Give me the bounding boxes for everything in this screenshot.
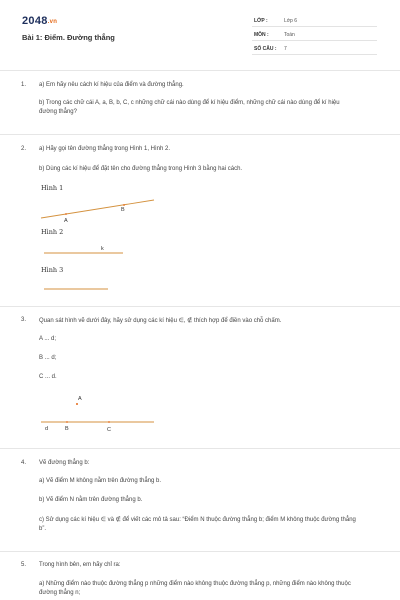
question-number: 3. <box>21 317 27 323</box>
question-4-text: Vẽ đường thẳng b: <box>39 460 90 466</box>
meta-count-label: SỐ CÂU : <box>254 46 277 52</box>
question-1-part-b: b) Trong các chữ cái A, a, B, b, C, c những chữ cái nào dùng để kí hiệu điểm, những chữ cái nào dùng để kí hiệu đường thẳng? <box>39 100 340 115</box>
meta-subject-value: Toán <box>284 32 295 38</box>
question-number: 1. <box>21 82 27 88</box>
figure-1-label: Hình 1 <box>41 184 64 192</box>
question-number: 4. <box>21 460 27 466</box>
meta-class-value: Lớp 6 <box>284 18 298 24</box>
divider <box>0 551 400 552</box>
meta-count-value: 7 <box>284 46 287 52</box>
figure-q3-point-b <box>66 421 68 423</box>
question-2-part-b: b) Dùng các kí hiệu để đặt tên cho đường thẳng trong Hình 3 bằng hai cách. <box>39 166 243 172</box>
question-4-part-c: c) Sử dụng các kí hiệu ∈ và ∉ để viết các mô tả sau: “Điểm N thuộc đường thẳng b; điểm M không thuộc đường thẳng b”. <box>39 517 356 532</box>
question-5-text: Trong hình bên, em hãy chỉ ra: <box>39 562 121 568</box>
question-4-part-a: a) Vẽ điểm M không nằm trên đường thẳng b. <box>39 478 162 484</box>
question-1-part-a: a) Em hãy nêu cách kí hiệu của điểm và đường thẳng. <box>39 82 184 88</box>
meta-subject-label: MÔN : <box>254 32 269 38</box>
divider <box>0 448 400 449</box>
question-3-item: B ... d; <box>39 355 57 361</box>
question-3-text: Quan sát hình vẽ dưới đây, hãy sử dụng các kí hiệu ∈, ∉ thích hợp để điền vào chỗ chấm. <box>39 318 282 324</box>
figure-q3-point-c-label: C <box>107 427 111 433</box>
logo-main: 2048 <box>22 15 48 27</box>
question-number: 5. <box>21 562 27 568</box>
question-number: 2. <box>21 146 27 152</box>
figure-3-label: Hình 3 <box>41 266 64 274</box>
figure-q3-point-a <box>76 403 78 405</box>
logo-suffix: .vn <box>47 19 58 25</box>
page-title: Bài 1: Điểm. Đường thẳng <box>22 33 115 42</box>
figure-1-point-b-label: B <box>121 207 125 213</box>
figure-1-point-a-label: A <box>64 218 68 224</box>
figure-q3-point-a-label: A <box>78 396 82 402</box>
question-4-part-b: b) Vẽ điểm N nằm trên đường thẳng b. <box>39 497 143 503</box>
question-3-item: C ... d. <box>39 374 57 380</box>
question-5-part-a: a) Những điểm nào thuộc đường thẳng p những điểm nào không thuộc đường thẳng p, những điểm nào không thuộc đường thẳng n; <box>39 581 351 596</box>
figure-q3-point-c <box>108 421 110 423</box>
figure-q3-point-b-label: B <box>65 426 69 432</box>
question-3-item: A ... d; <box>39 336 57 342</box>
figure-2-line-label: k <box>101 246 104 252</box>
figure-2-label: Hình 2 <box>41 228 64 236</box>
figure-q3-line-label: d <box>45 426 49 432</box>
question-2-part-a: a) Hãy gọi tên đường thẳng trong Hình 1, Hình 2. <box>39 146 171 152</box>
meta-class-label: LỚP : <box>254 18 268 24</box>
